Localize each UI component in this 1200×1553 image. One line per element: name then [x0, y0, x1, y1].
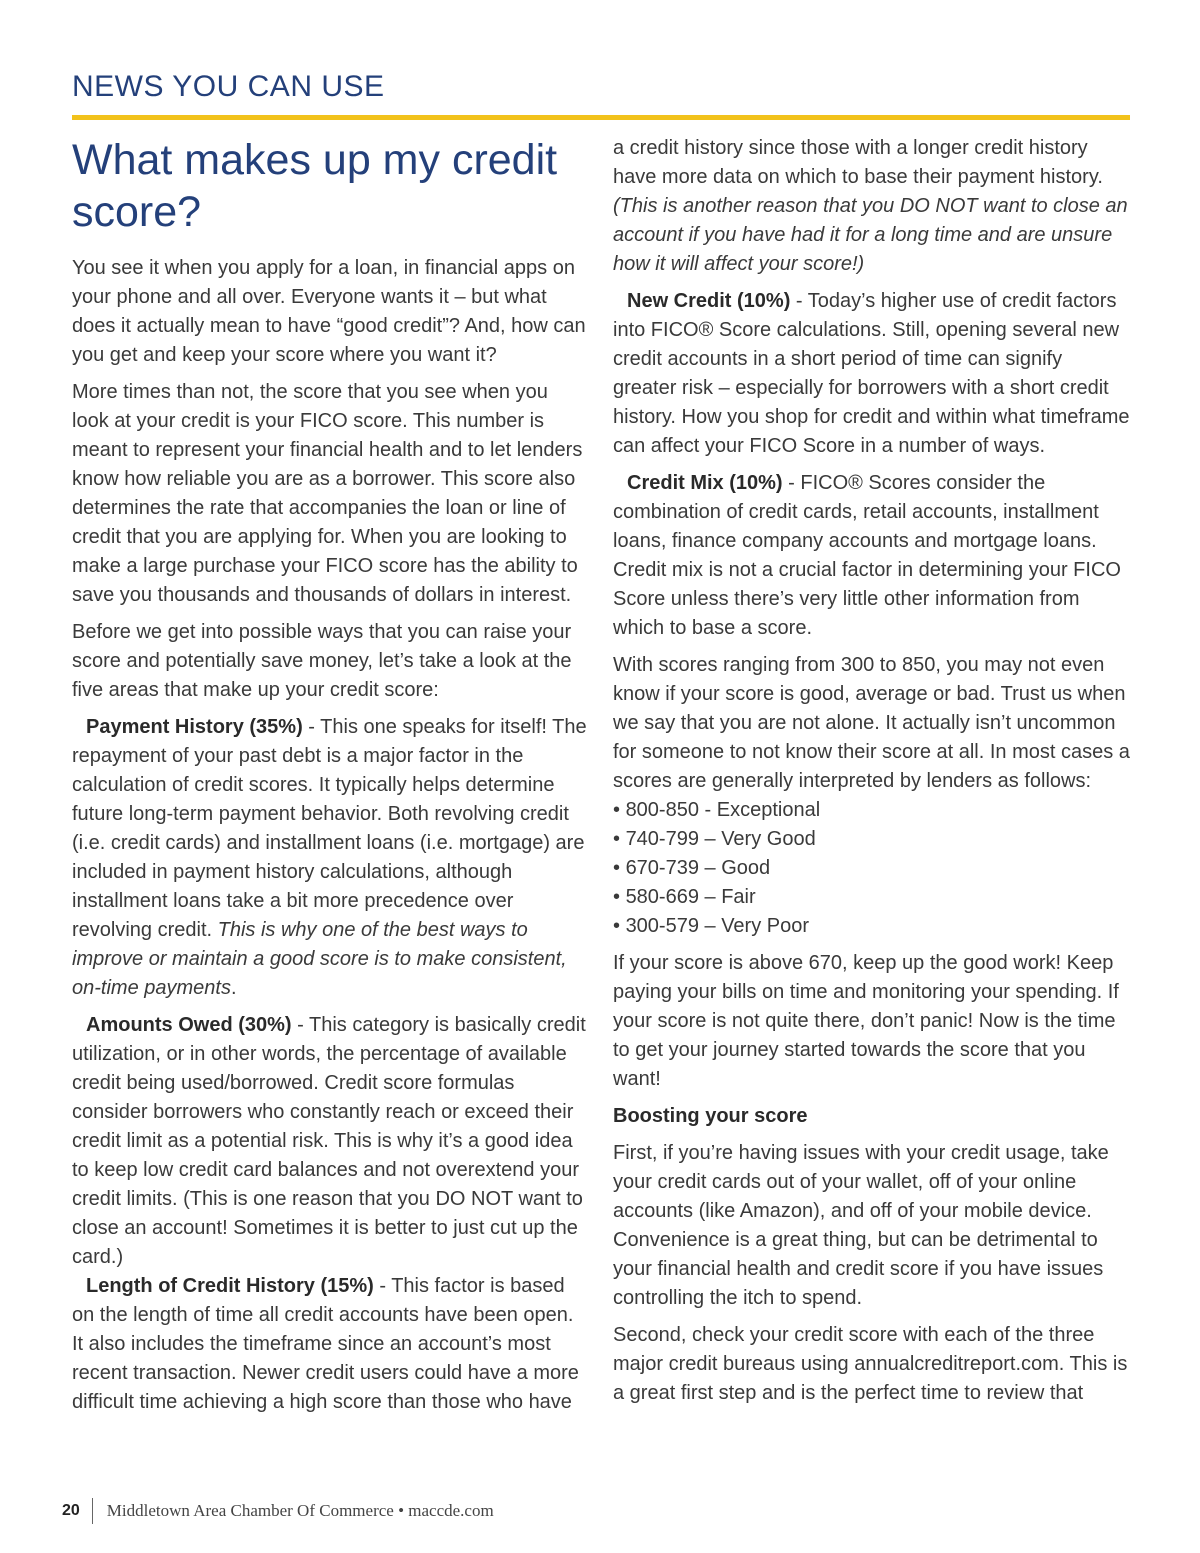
factor-title: Length of Credit History (15%) — [86, 1275, 374, 1297]
left-column — [72, 134, 590, 1417]
factor-title: New Credit (10%) — [627, 290, 791, 312]
score-range-item: • 740-799 – Very Good — [613, 825, 1131, 854]
section-divider — [72, 115, 1130, 120]
factor-amounts-owed — [72, 1011, 590, 1272]
closing-paragraph: If your score is above 670, keep up the good work! Keep paying your bills on time and monitoring your spending. If your score is not quite there, don’t panic! Now is the time to get your journey started towards the score that you want! — [613, 952, 1119, 1090]
factor-text: - This category is basically credit utilization, or in other words, the percentage of available credit being used/borrowed. Credit score formulas consider borrowers who constantly reach or exceed their credit limit as a potential risk. This is why it’s a good idea to keep low credit card balances and not overextend your credit limits. (This is one reason that you DO NOT want to close an account! Sometimes it is better to just cut up the card.) — [72, 1014, 586, 1268]
boosting-paragraph-1: First, if you’re having issues with your credit usage, take your credit cards out of your wallet, off of your online accounts (like Amazon), and off of your mobile device. Convenience is a great thing, but can be detrimental to your financial health and credit score if you have issues controlling the itch to spend. — [613, 1142, 1109, 1309]
continued-text: a credit history since those with a longer credit history have more data on which to base their payment history. — [613, 137, 1103, 188]
factor-credit-mix — [613, 469, 1131, 643]
article-headline: What makes up my credit score? — [72, 136, 558, 236]
factor-title: Amounts Owed (30%) — [86, 1014, 292, 1036]
publication-name: Middletown Area Chamber Of Commerce • maccde.com — [106, 1501, 494, 1520]
intro-paragraph-2: More times than not, the score that you see when you look at your credit is your FICO score. This number is meant to represent your financial health and to let lenders know how reliable you are as a borrower. This score also determines the rate that accompanies the loan or line of credit that you are applying for. When you are looking to make a large purchase your FICO score has the ability to save you thousands and thousands of dollars in interest. — [72, 381, 583, 606]
score-ranges-intro: With scores ranging from 300 to 850, you may not even know if your score is good, average or bad. Trust us when we say that you are not alone. It actually isn’t uncommon for someone to not know their score at all. In most cases a scores are generally interpreted by lenders as follows: — [613, 654, 1130, 792]
score-range-list — [613, 796, 1131, 941]
length-history-continued — [613, 134, 1131, 279]
score-range-item: • 300-579 – Very Poor — [613, 912, 1131, 941]
factor-end: . — [230, 977, 237, 999]
factor-italic-note: This is why one of the best ways to improve or maintain a good score is to make consistent, on-time payments — [72, 919, 567, 999]
factor-text: - Today’s higher use of credit factors into FICO® Score calculations. Still, opening several new credit accounts in a short period of time can signify greater risk – especially for borrowers with a short credit history. How you shop for credit and within what timeframe can affect your FICO Score in a number of ways. — [613, 290, 1130, 457]
continued-italic-note: (This is another reason that you DO NOT want to close an account if you have had it for a long time and are unsure how it will affect your score!) — [613, 195, 1128, 275]
factor-payment-history — [72, 713, 590, 1003]
boosting-paragraph-2: Second, check your credit score with each of the three major credit bureaus using annualcreditreport.com. This is a great first step and is the perfect time to review that — [613, 1324, 1128, 1404]
section-label: NEWS YOU CAN USE — [72, 70, 385, 103]
factor-new-credit — [613, 287, 1131, 461]
score-range-item: • 580-669 – Fair — [613, 883, 1131, 912]
score-range-item: • 800-850 - Exceptional — [613, 796, 1131, 825]
boosting-heading: Boosting your score — [613, 1105, 808, 1127]
page-footer — [62, 1498, 494, 1524]
factor-title: Payment History (35%) — [86, 716, 303, 738]
score-range-item: • 670-739 – Good — [613, 854, 1131, 883]
intro-paragraph-3: Before we get into possible ways that you can raise your score and potentially save money, let’s take a look at the five areas that make up your credit score: — [72, 621, 572, 701]
factor-title: Credit Mix (10%) — [627, 472, 783, 494]
factor-length-history — [72, 1272, 590, 1417]
factor-text: - FICO® Scores consider the combination of credit cards, retail accounts, installment loans, finance company accounts and mortgage loans. Credit mix is not a crucial factor in determining your FICO Score unless there’s very little other information from which to base a score. — [613, 472, 1121, 639]
factor-text: - This one speaks for itself! The repayment of your past debt is a major factor in the calculation of credit scores. It typically helps determine future long-term payment behavior. Both revolving credit (i.e. credit cards) and installment loans (i.e. mortgage) are included in payment history calculations, although installment loans take a bit more precedence over revolving credit. — [72, 716, 587, 941]
footer-divider — [92, 1498, 93, 1524]
page-number: 20 — [62, 1502, 80, 1519]
right-column — [613, 134, 1131, 1416]
factor-text: - This factor is based on the length of time all credit accounts have been open. It also includes the timeframe since an account’s most recent transaction. Newer credit users could have a more difficult time achieving a high score than those who have — [72, 1275, 579, 1413]
intro-paragraph-1: You see it when you apply for a loan, in financial apps on your phone and all over. Everyone wants it – but what does it actually mean to have “good credit”? And, how can you get and keep your score where you want it? — [72, 257, 586, 366]
